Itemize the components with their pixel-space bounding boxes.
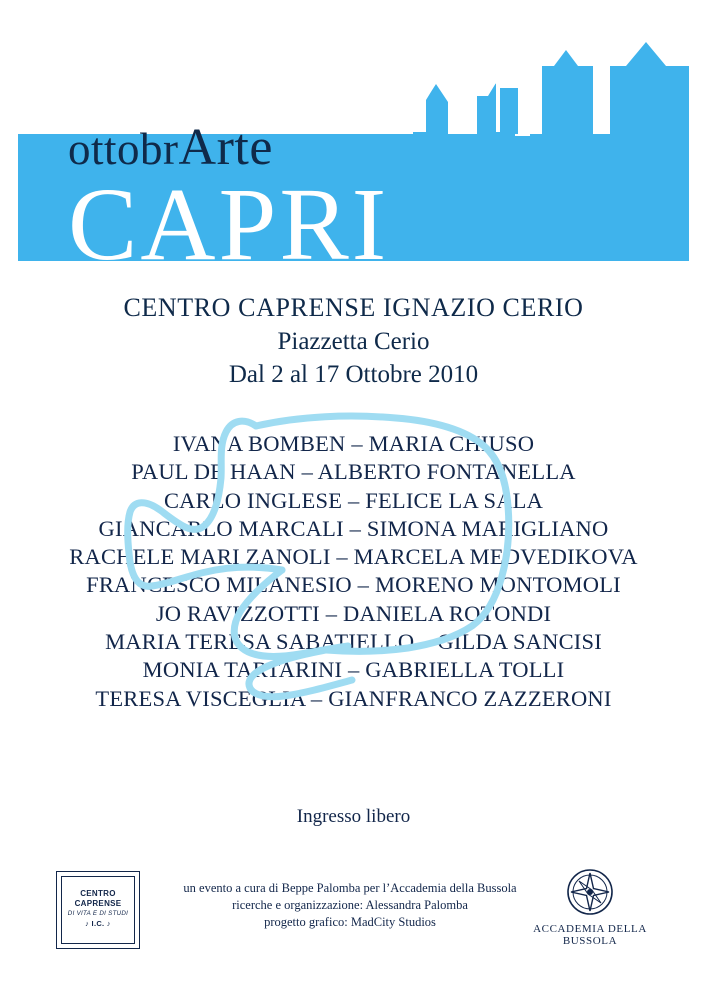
artist-row: MARIA TERESA SABATIELLO – GILDA SANCISI [105, 629, 602, 655]
header-banner [18, 14, 689, 261]
artist-row: CARLO INGLESE – FELICE LA SALA [163, 487, 544, 513]
artist-row: RACHELE MARI ZANOLI – MARCELA MEDVEDIKOVA [69, 544, 638, 570]
ottobrarte-part1: ottobr [68, 124, 179, 174]
venue-dates: Dal 2 al 17 Ottobre 2010 [228, 361, 479, 389]
entry-note: Ingresso libero [296, 806, 411, 827]
venue-block [0, 292, 707, 392]
ottobrarte-part2: A [178, 119, 217, 176]
credit-line: un evento a cura di Beppe Palomba per l’Accademia della Bussola [183, 881, 517, 895]
artist-row: MONIA TARTARINI – GABRIELLA TOLLI [142, 657, 565, 683]
ottobrarte-part3: rte [216, 119, 273, 176]
venue-address: Piazzetta Cerio [277, 327, 430, 355]
centro-caprense-line3: DI VITA E DI STUDI [67, 910, 129, 917]
artist-row: IVANA BOMBEN – MARIA CHIUSO [172, 431, 535, 456]
accademia-caption: ACCADEMIA DELLA BUSSOLA [533, 923, 647, 947]
centro-caprense-line1: CENTRO [80, 889, 116, 898]
centro-caprense-line4: ♪ I.C. ♪ [85, 919, 111, 928]
venue-name: CENTRO CAPRENSE IGNAZIO CERIO [123, 293, 584, 322]
centro-caprense-line2: CAPRENSE [74, 899, 122, 908]
centro-caprense-logo [56, 871, 140, 949]
credit-line: ricerche e organizzazione: Alessandra Palomba [232, 898, 468, 912]
artist-list [0, 430, 707, 713]
artist-row: PAUL DE HAAN – ALBERTO FONTANELLA [131, 459, 576, 485]
credit-line: progetto grafico: MadCity Studios [264, 915, 436, 929]
artist-row: GIANCARLO MARCALI – SIMONA MARIGLIANO [98, 515, 609, 541]
capri-wordmark: CAPRI [68, 167, 390, 261]
footer [0, 866, 707, 976]
compass-rose-icon [566, 868, 614, 916]
credits-block [140, 880, 560, 931]
accademia-della-bussola-logo [525, 868, 655, 947]
poster-title [68, 119, 390, 261]
artist-row: TERESA VISCEGLIA – GIANFRANCO ZAZZERONI [95, 685, 612, 711]
artist-row: FRANCESCO MILANESIO – MORENO MONTOMOLI [86, 572, 621, 598]
artist-row: JO RAVIZZOTTI – DANIELA ROTONDI [155, 600, 552, 626]
